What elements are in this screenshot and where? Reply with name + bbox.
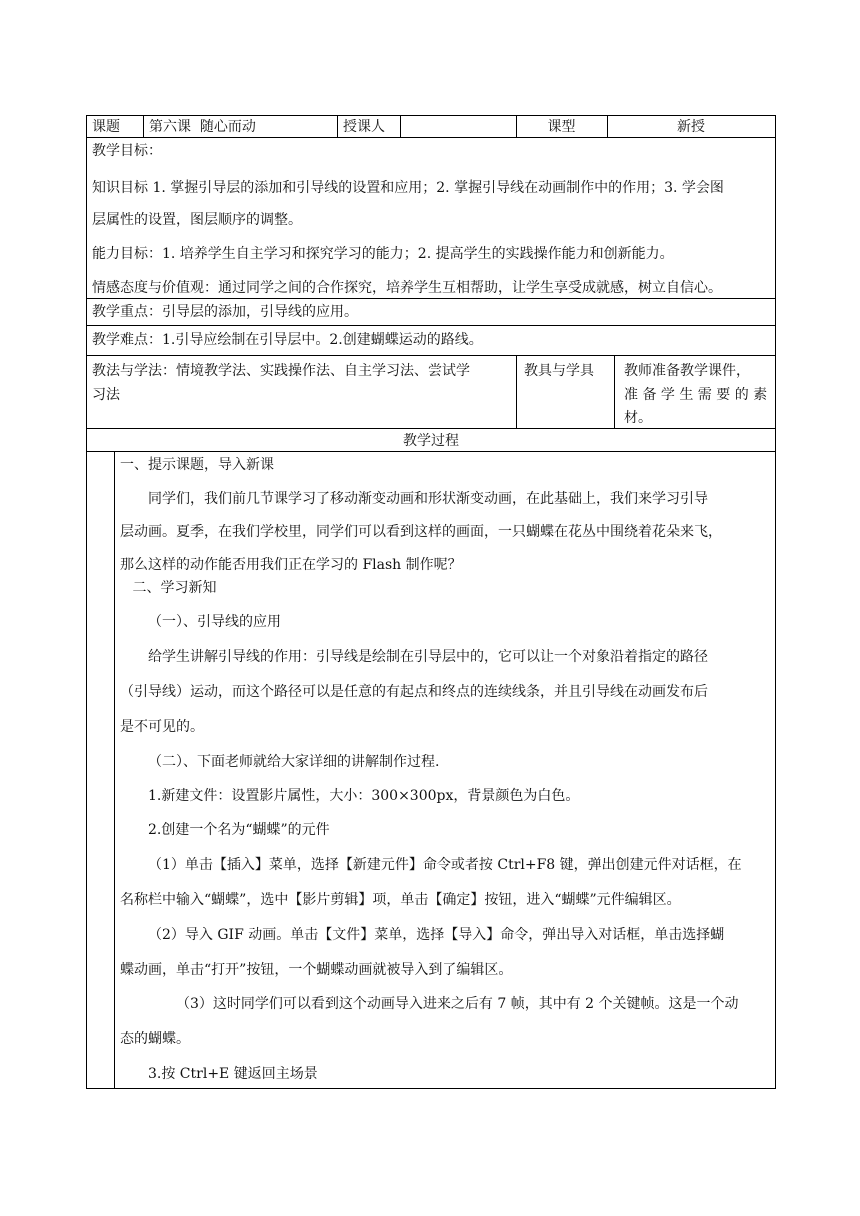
table-border-top [86,115,776,116]
process-step-3: 3.按 Ctrl+E 键返回主场景 [148,1066,318,1082]
row-divider [86,451,776,452]
teacher-label: 授课人 [343,119,385,135]
process-line: （2）导入 GIF 动画。单击【文件】菜单，选择【导入】命令，弹出导入对话框，单击选择蝴 [148,927,725,943]
process-line: 给学生讲解引导线的作用：引导线是绘制在引导层中的，它可以让一个对象沿着指定的路径 [148,649,708,665]
ability-objective: 能力目标：1. 培养学生自主学习和探究学习的能力；2. 提高学生的实践操作能力和创新能力。 [92,246,674,262]
methods-line-1: 教法与学法：情境教学法、实践操作法、自主学习法、尝试学 [92,363,470,379]
objectives-title: 教学目标： [92,143,162,159]
process-line: 是不可见的。 [120,719,204,735]
tools-line-3: 材。 [624,410,652,426]
tools-label: 教具与学具 [524,363,594,379]
topic-label: 课题 [92,119,120,135]
col-divider [337,115,338,138]
col-divider [614,355,615,429]
topic-value: 第六课 随心而动 [149,119,256,135]
col-divider [143,115,144,138]
process-line: 同学们，我们前几节课学习了移动渐变动画和形状渐变动画，在此基础上，我们来学习引导 [148,491,708,507]
col-divider [400,115,401,138]
process-line: （引导线）运动，而这个路径可以是任意的有起点和终点的连续线条，并且引导线在动画发布后 [120,684,708,700]
row-divider [86,325,776,326]
knowledge-objective-line-2: 层属性的设置，图层顺序的调整。 [92,212,302,228]
row-divider [86,355,776,356]
tools-line-2: 准 备 学 生 需 要 的 素 [624,387,768,403]
methods-line-2: 习法 [92,387,120,403]
process-line: 蝶动画，单击“打开”按钮，一个蝴蝶动画就被导入到了编辑区。 [120,962,513,978]
process-line: 名称栏中输入“蝴蝶”，选中【影片剪辑】项，单击【确定】按钮，进入“蝴蝶”元件编辑区。 [120,892,681,908]
table-border-left [86,115,87,1089]
key-point: 教学重点：引导层的添加，引导线的应用。 [92,304,358,320]
tools-line-1: 教师准备教学课件， [624,363,750,379]
type-value: 新授 [677,119,705,135]
process-subheading-1: （一）、引导线的应用 [148,614,281,630]
process-step-1: 1.新建文件：设置影片属性，大小：300×300px，背景颜色为白色。 [148,788,580,804]
process-line: （3）这时同学们可以看到这个动画导入进来之后有 7 帧，其中有 2 个关键帧。这是一个动 [176,996,739,1012]
process-line: 那么这样的动作能否用我们正在学习的 Flash 制作呢？ [120,557,462,573]
row-divider [86,298,776,299]
difficulty: 教学难点：1.引导应绘制在引导层中。2.创建蝴蝶运动的路线。 [92,332,483,348]
row-divider [86,428,776,429]
knowledge-objective-line-1: 知识目标 1. 掌握引导层的添加和引导线的设置和应用；2. 掌握引导线在动画制作中的作用；3. 学会图 [92,180,724,196]
process-step-2: 2.创建一个名为“蝴蝶”的元件 [148,822,330,838]
process-subheading-2: （二）、下面老师就给大家详细的讲解制作过程. [148,754,440,770]
process-line: 态的蝴蝶。 [120,1031,190,1047]
table-border-bottom [86,1088,776,1089]
process-heading-1: 一、提示课题，导入新课 [120,457,274,473]
process-heading-2: 二、学习新知 [128,580,217,596]
row-divider [86,137,776,138]
process-line: （1）单击【插入】菜单，选择【新建元件】命令或者按 Ctrl+F8 键，弹出创建元件对话框，在 [148,857,742,873]
type-label: 课型 [547,119,576,135]
col-divider [516,355,517,429]
table-border-right [775,115,776,1089]
process-title: 教学过程 [403,433,459,449]
emotion-objective: 情感态度与价值观：通过同学之间的合作探究，培养学生互相帮助，让学生享受成就感，树立自信心。 [92,280,722,296]
process-line: 层动画。夏季，在我们学校里，同学们可以看到这样的画面，一只蝴蝶在花丛中围绕着花朵来飞， [120,524,722,540]
process-margin-divider [114,451,115,1089]
